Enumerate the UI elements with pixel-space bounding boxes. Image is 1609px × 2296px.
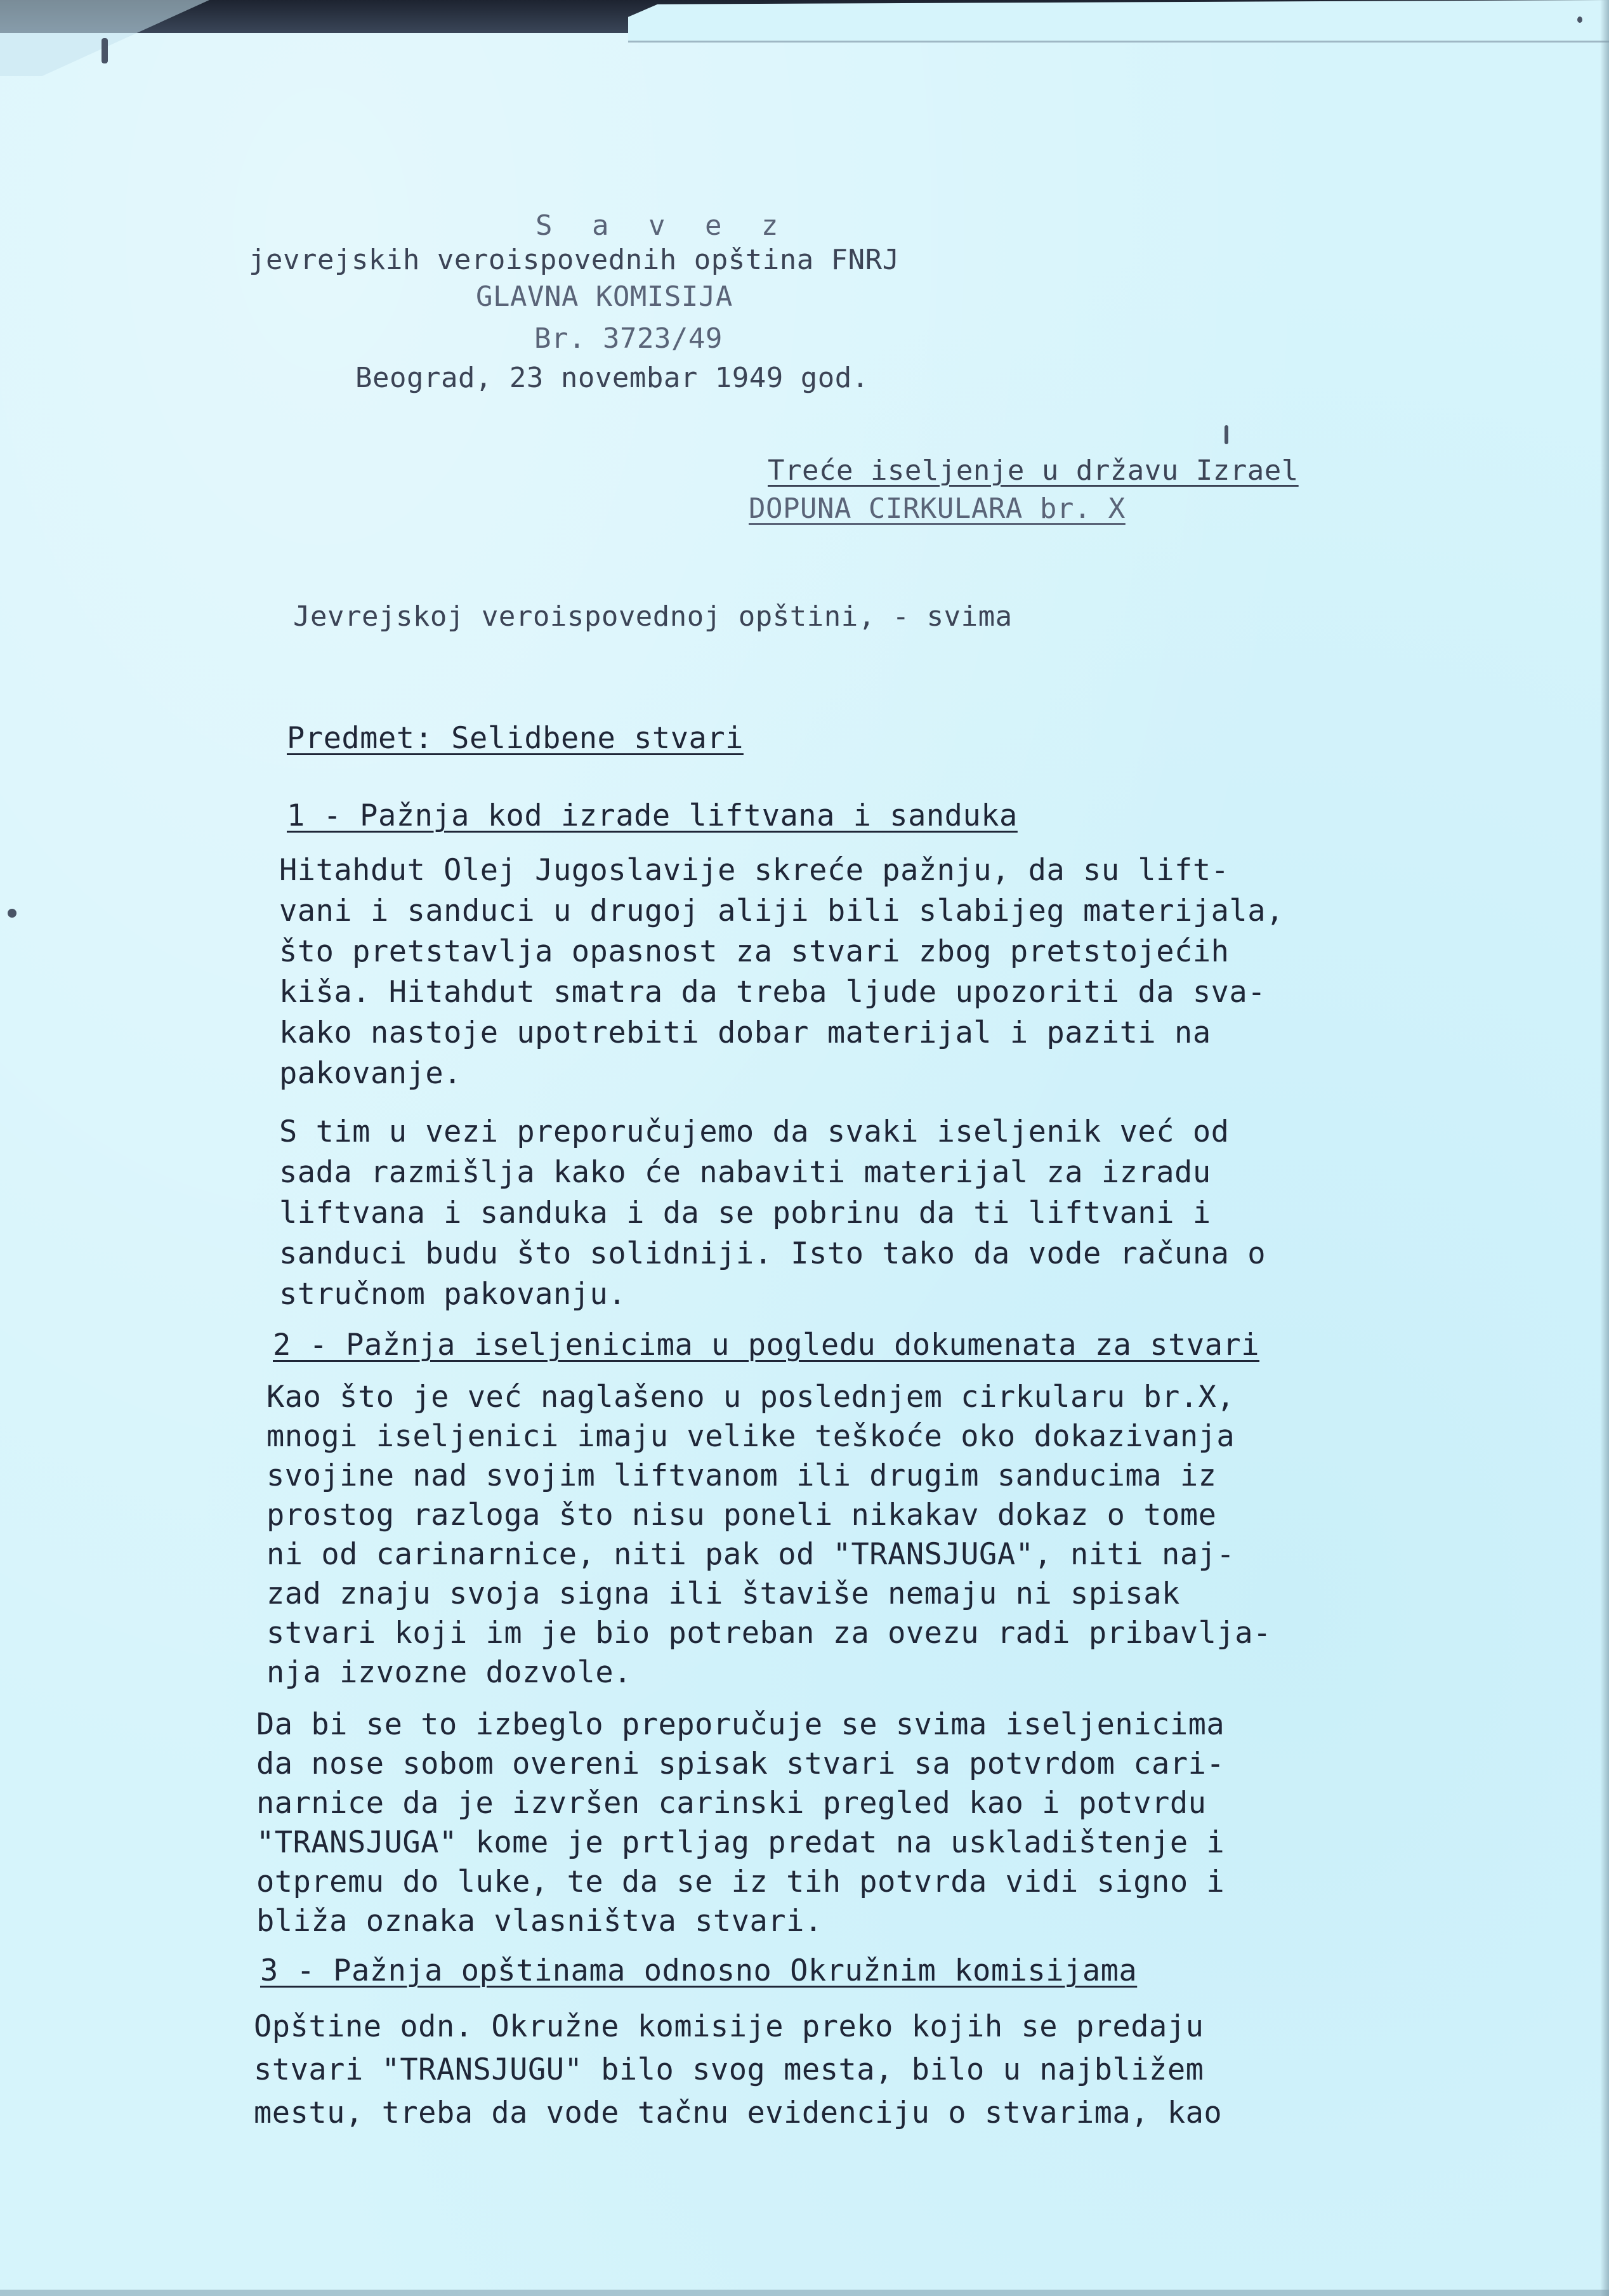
- text-line: sada razmišlja kako će nabaviti materijal za izradu: [279, 1155, 1211, 1190]
- text-line: narnice da je izvršen carinski pregled kao i potvrdu: [256, 1786, 1207, 1821]
- text-line: zad znaju svoja signa ili štaviše nemaju ni spisak: [266, 1576, 1180, 1611]
- text-line: pakovanje.: [279, 1056, 462, 1091]
- org-name-line2: jevrejskih veroispovednih opština FNRJ: [249, 244, 900, 276]
- scan-bottom-edge: [0, 2290, 1609, 2296]
- section-1-heading: 1 - Pažnja kod izrade liftvana i sanduka: [287, 798, 1018, 833]
- text-line: liftvana i sanduka i da se pobrinu da ti liftvani i: [279, 1196, 1211, 1230]
- text-line: kiša. Hitahdut smatra da treba ljude upozoriti da sva-: [279, 975, 1266, 1010]
- text-line: Da bi se to izbeglo preporučuje se svima iseljenicima: [256, 1707, 1225, 1742]
- ink-speck: [1225, 425, 1228, 444]
- org-name-line1: S a v e z: [535, 209, 790, 242]
- text-line: što pretstavlja opasnost za stvari zbog pretstojećih: [279, 934, 1230, 969]
- text-line: ni od carinarnice, niti pak od "TRANSJUGA", niti naj-: [266, 1537, 1235, 1572]
- text-line: svojine nad svojim liftvanom ili drugim sanducima iz: [266, 1458, 1217, 1493]
- scan-right-edge: [1600, 0, 1609, 2296]
- punch-hole-mark: [8, 909, 16, 918]
- place-date: Beograd, 23 novembar 1949 god.: [355, 362, 869, 394]
- text-line: nja izvozne dozvole.: [266, 1655, 632, 1690]
- text-line: Kao što je već naglašeno u poslednjem cirkularu br.X,: [266, 1380, 1235, 1415]
- text-line: otpremu do luke, te da se iz tih potvrda vidi signo i: [256, 1864, 1225, 1899]
- text-line: Hitahdut Olej Jugoslavije skreće pažnju, da su lift-: [279, 853, 1230, 888]
- text-line: prostog razloga što nisu poneli nikakav dokaz o tome: [266, 1498, 1217, 1533]
- text-line: sanduci budu što solidniji. Isto tako da vode računa o: [279, 1236, 1266, 1271]
- text-line: "TRANSJUGA" kome je prtljag predat na uskladištenje i: [256, 1825, 1225, 1860]
- subject-box-line2: DOPUNA CIRKULARA br. X: [749, 492, 1126, 525]
- addressee: Jevrejskoj veroispovednoj opštini, - svima: [293, 600, 1013, 633]
- text-line: stvari "TRANSJUGU" bilo svog mesta, bilo u najbližem: [254, 2052, 1204, 2087]
- subject-box-line1: Treće iseljenje u državu Izrael: [768, 454, 1299, 487]
- text-line: vani i sanduci u drugoj aliji bili slabijeg materijala,: [279, 894, 1284, 928]
- section-3-heading: 3 - Pažnja opštinama odnosno Okružnim komisijama: [260, 1953, 1138, 1988]
- text-line: mnogi iseljenici imaju velike teškoće oko dokazivanja: [266, 1419, 1235, 1454]
- ink-speck: [1577, 16, 1582, 23]
- staple-mark: [102, 38, 108, 63]
- org-name-line3: GLAVNA KOMISIJA: [476, 280, 733, 313]
- text-line: stručnom pakovanju.: [279, 1277, 627, 1312]
- text-line: S tim u vezi preporučujemo da svaki iseljenik već od: [279, 1114, 1230, 1149]
- text-line: Opštine odn. Okružne komisije preko kojih se predaju: [254, 2009, 1204, 2044]
- torn-paper-edge: [628, 0, 1609, 43]
- text-line: bliža oznaka vlasništva stvari.: [256, 1904, 823, 1939]
- text-line: kako nastoje upotrebiti dobar materijal i paziti na: [279, 1015, 1211, 1050]
- text-line: mestu, treba da vode tačnu evidenciju o stvarima, kao: [254, 2095, 1223, 2130]
- subject-line: Predmet: Selidbene stvari: [287, 721, 744, 756]
- text-line: da nose sobom overeni spisak stvari sa potvrdom cari-: [256, 1746, 1225, 1781]
- reference-number: Br. 3723/49: [534, 322, 723, 355]
- section-2-heading: 2 - Pažnja iseljenicima u pogledu dokumenata za stvari: [273, 1328, 1260, 1362]
- text-line: stvari koji im je bio potreban za ovezu radi pribavlja-: [266, 1616, 1271, 1651]
